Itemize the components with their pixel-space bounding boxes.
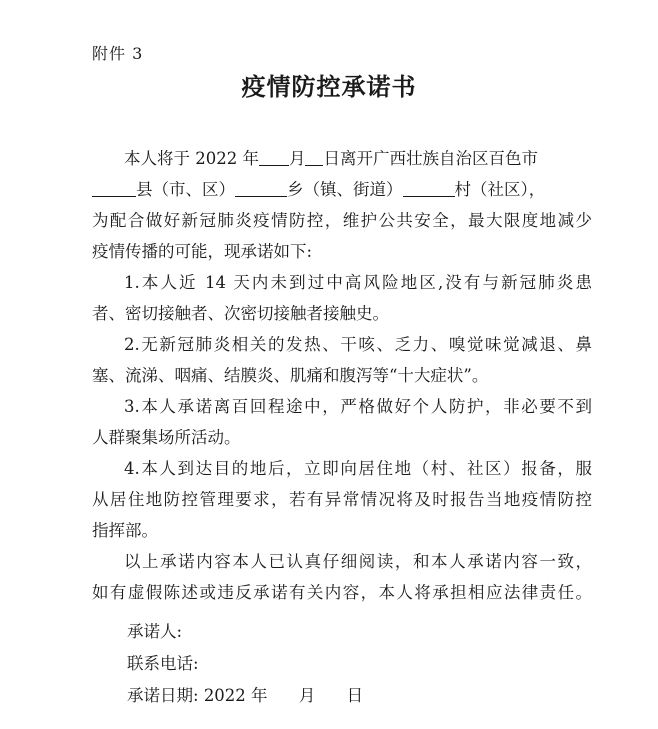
item-1-line-1: 1.本人近 14 天内未到过中高风险地区,没有与新冠肺炎患 (124, 273, 592, 292)
item-4-line-3: 指挥部。 (92, 521, 158, 540)
date-day: 日 (346, 686, 364, 705)
item-3-line-1: 3.本人承诺离百回程途中，严格做好个人防护，非必要不到 (124, 397, 592, 416)
attachment-label: 附件 3 (92, 44, 144, 63)
date-month: 月 (298, 686, 316, 705)
item-3-line-2: 人群聚集场所活动。 (92, 428, 241, 447)
intro-text: 乡（镇、街道） (287, 180, 403, 199)
item-4-line-1: 4.本人到达目的地后，立即向居住地（村、社区）报备，服 (124, 459, 592, 478)
blank-month (259, 149, 289, 166)
document-body (92, 143, 592, 608)
date-label: 承诺日期: (127, 686, 199, 705)
date-line (127, 682, 363, 706)
phone-label: 联系电话: (127, 654, 199, 673)
blank-day (305, 149, 323, 166)
item-2-line-2: 塞、流涕、咽痛、结膜炎、肌痛和腹泻等“十大症状”。 (92, 366, 489, 385)
item-4-line-2: 从居住地防控管理要求，若有异常情况将及时报告当地疫情防控 (92, 490, 592, 509)
intro-line-4: 疫情传播的可能，现承诺如下: (92, 242, 313, 261)
intro-line-3: 为配合做好新冠肺炎疫情防控，维护公共安全，最大限度地减少 (92, 211, 592, 230)
closing-line-1: 以上承诺内容本人已认真仔细阅读，和本人承诺内容一致， (124, 552, 592, 571)
date-year: 2022 年 (203, 686, 268, 705)
intro-text: 月 (288, 149, 306, 168)
item-1-line-2: 者、密切接触者、次密切接触者接触史。 (92, 304, 389, 323)
blank-county (92, 180, 136, 197)
intro-line-2 (92, 174, 592, 205)
intro-text: 日离开广西壮族自治区百色市 (323, 149, 538, 168)
closing-line-2: 如有虚假陈述或违反承诺有关内容，本人将承担相应法律责任。 (92, 583, 592, 602)
document-title: 疫情防控承诺书 (241, 72, 417, 101)
blank-township (235, 180, 287, 197)
intro-text: 村（社区）， (454, 180, 546, 199)
intro-text: 县（市、区） (136, 180, 235, 199)
blank-village (403, 180, 455, 197)
intro-text: 本人将于 2022 年 (124, 149, 259, 168)
item-2-line-1: 2.无新冠肺炎相关的发热、干咳、乏力、嗅觉味觉减退、鼻 (124, 335, 592, 354)
intro-line-1 (92, 143, 592, 174)
promisor-label: 承诺人: (127, 622, 183, 641)
